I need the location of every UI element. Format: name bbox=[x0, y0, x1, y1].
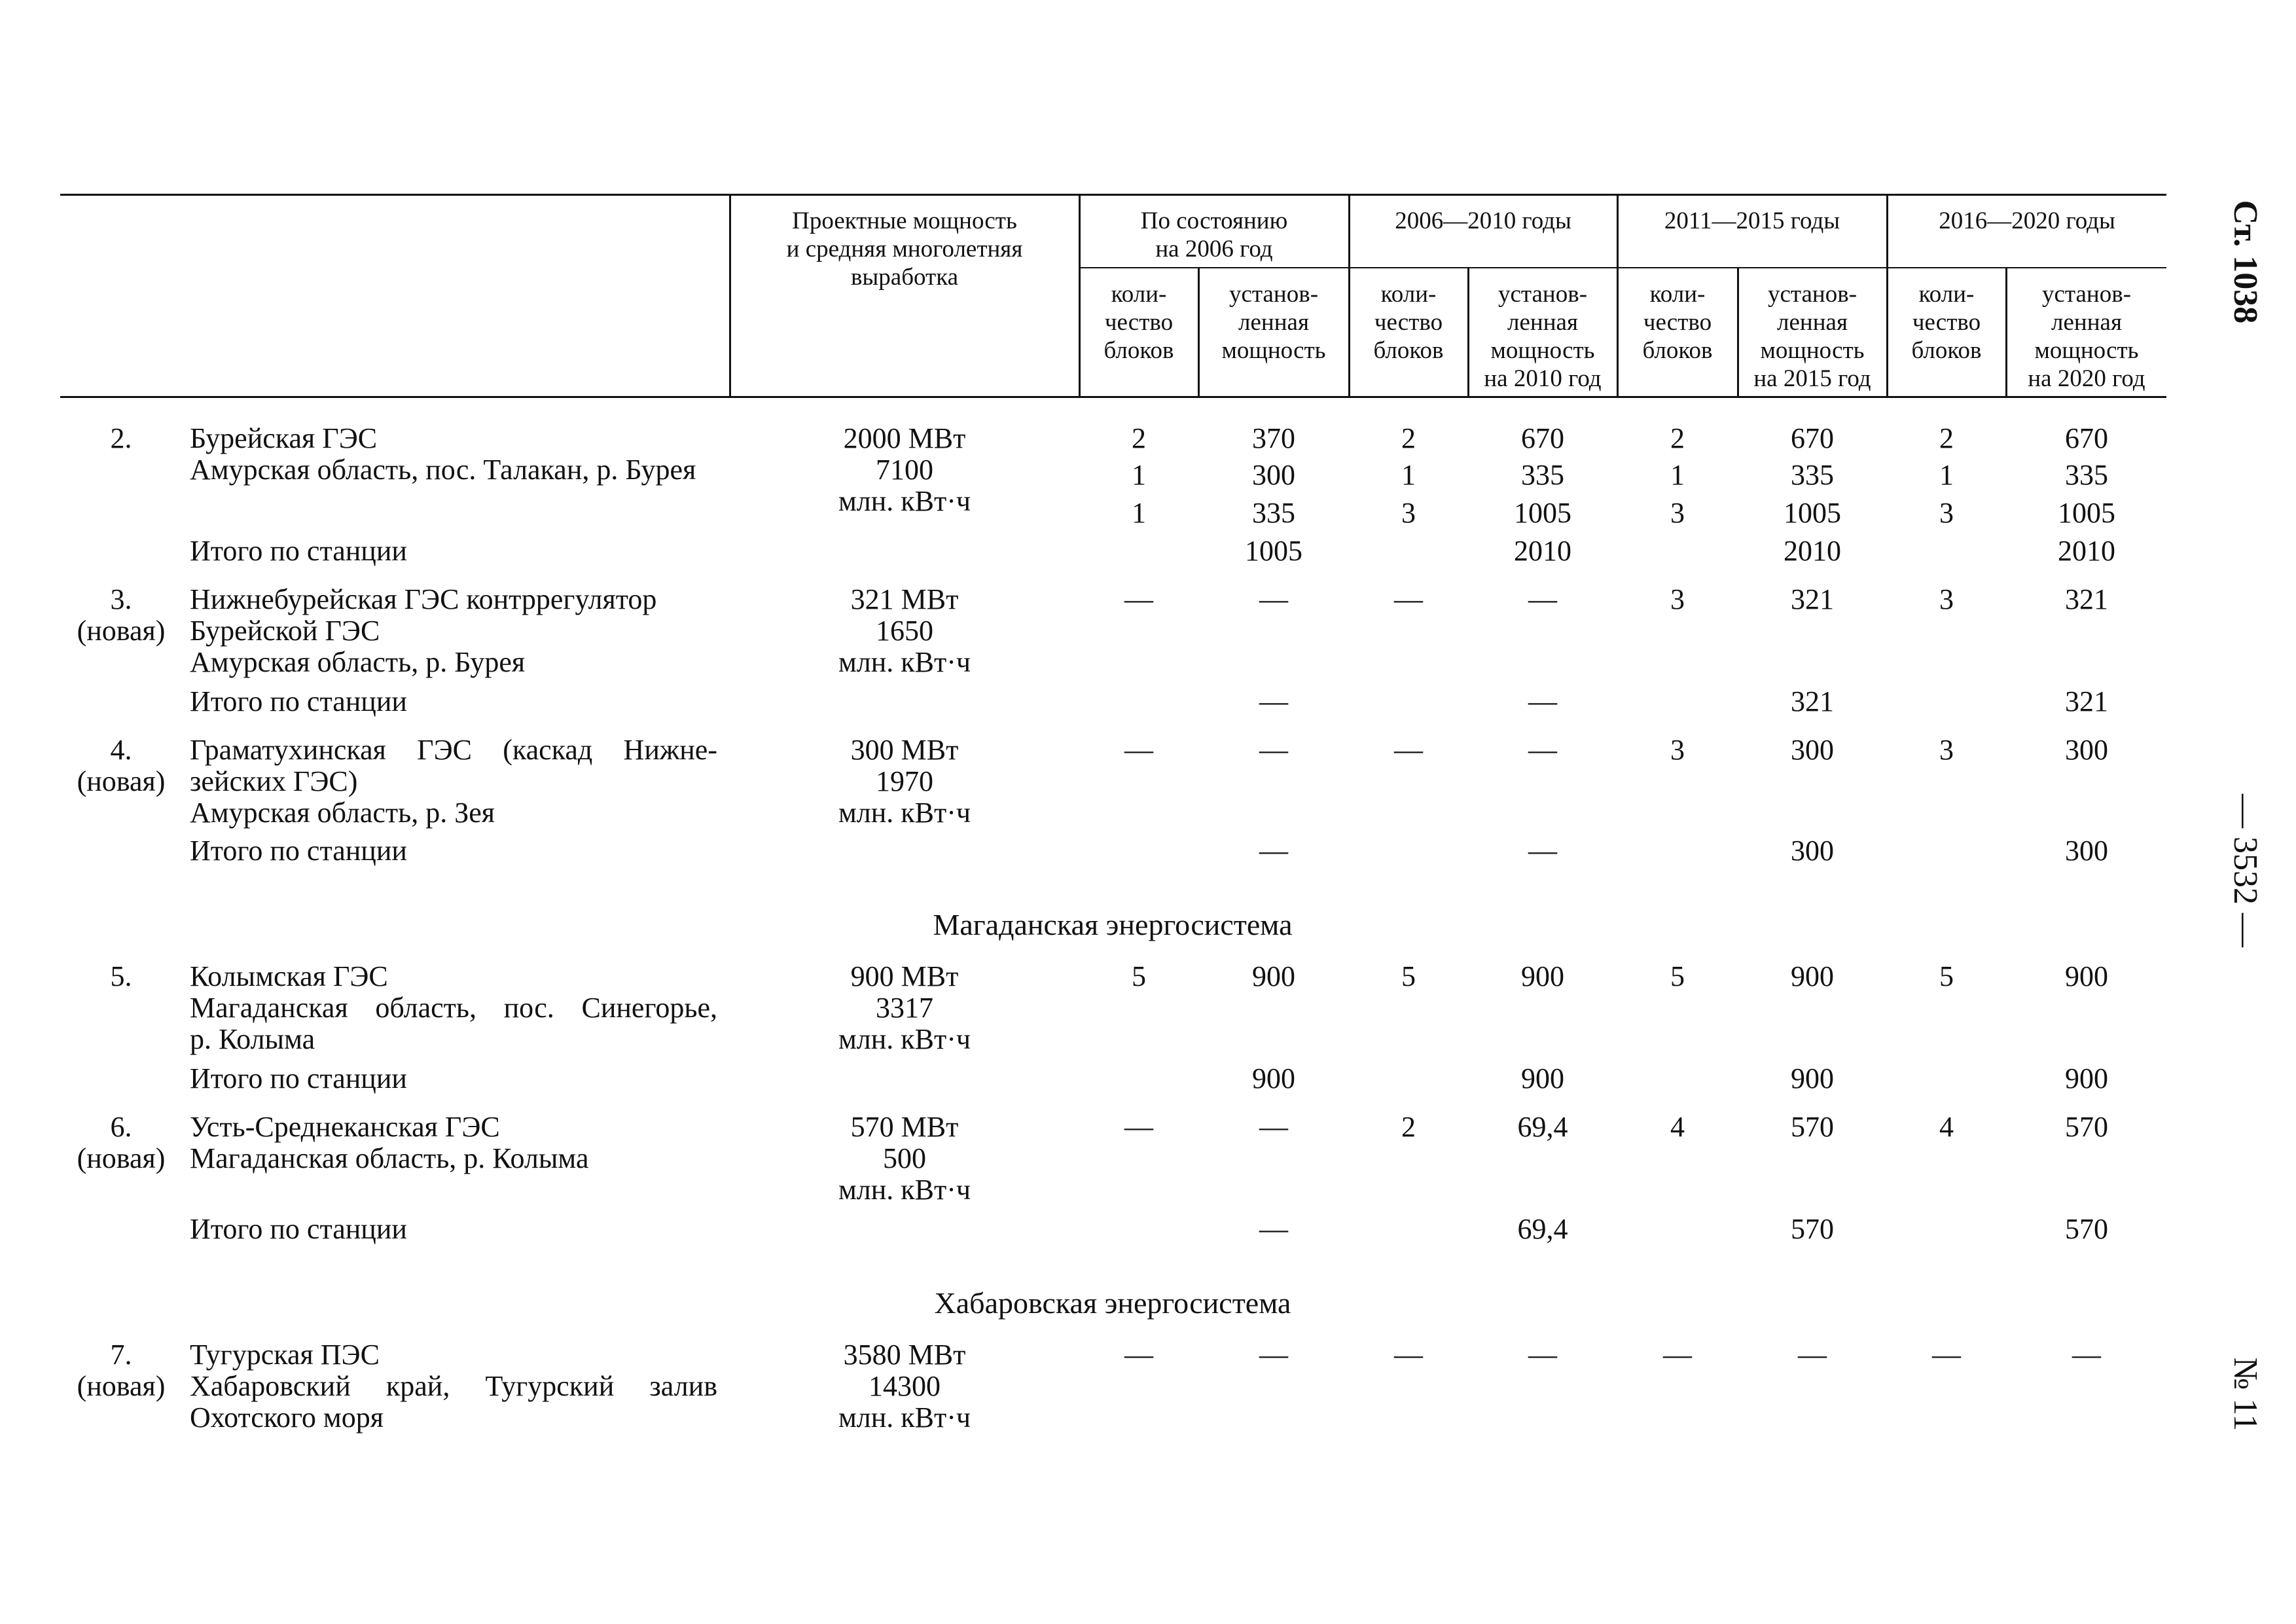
design-output: 1650 bbox=[876, 615, 933, 647]
design-output: 14300 bbox=[869, 1370, 941, 1402]
station-total-label: Итого по станции bbox=[190, 1062, 407, 1094]
total-cell: 69,4 bbox=[1517, 1213, 1568, 1245]
value-cell: — bbox=[1528, 734, 1557, 766]
design-unit: млн. кВт·ч bbox=[838, 797, 971, 829]
header-period-2010: 2006—2010 годы bbox=[1395, 208, 1571, 234]
station-total-label: Итого по станции bbox=[190, 685, 407, 717]
design-output: 500 bbox=[883, 1142, 926, 1174]
design-capacity: 570 МВт bbox=[850, 1111, 959, 1143]
header-design: Проектные мощность и средняя многолетняя выработка bbox=[786, 208, 1023, 291]
value-cell: 335 bbox=[1791, 459, 1834, 491]
value-cell: — bbox=[1663, 1339, 1692, 1371]
value-cell: 5 bbox=[1401, 960, 1416, 992]
value-cell: — bbox=[1124, 1339, 1153, 1371]
design-output: 7100 bbox=[876, 454, 933, 486]
station-location: Хабаровский край, Тугурский залив bbox=[190, 1370, 717, 1402]
new-badge: (новая) bbox=[77, 1142, 166, 1174]
value-cell: 5 bbox=[1132, 960, 1146, 992]
header-power-2015: установ- ленная мощность на 2015 год bbox=[1753, 281, 1871, 392]
value-cell: — bbox=[1394, 734, 1423, 766]
issue-number: № 11 bbox=[2227, 1357, 2264, 1432]
design-unit: млн. кВт·ч bbox=[838, 1401, 971, 1434]
value-cell: 670 bbox=[1791, 422, 1834, 454]
value-cell: 2 bbox=[1401, 1111, 1416, 1143]
value-cell: 900 bbox=[1791, 960, 1834, 992]
value-cell: 300 bbox=[1252, 459, 1295, 491]
value-cell: 3 bbox=[1670, 734, 1685, 766]
header-mid-rule bbox=[1080, 267, 2166, 268]
header-count: коли- чество блоков bbox=[1911, 281, 1982, 364]
header-period-2015: 2011—2015 годы bbox=[1664, 208, 1840, 234]
value-cell: 2 bbox=[1670, 422, 1685, 454]
total-cell: 570 bbox=[2065, 1213, 2108, 1245]
value-cell: — bbox=[2072, 1339, 2101, 1371]
total-cell: 321 bbox=[1791, 685, 1834, 717]
value-cell: 1 bbox=[1132, 497, 1146, 529]
total-cell: — bbox=[1259, 685, 1288, 717]
value-cell: 321 bbox=[2065, 583, 2108, 615]
station-name: Колымская ГЭС bbox=[190, 960, 388, 992]
station-name: Бурейская ГЭС bbox=[190, 422, 378, 454]
page-number: — 3532 — bbox=[2227, 794, 2264, 947]
value-cell: 670 bbox=[2065, 422, 2108, 454]
row-number: 5. bbox=[110, 960, 132, 992]
header-period-2020: 2016—2020 годы bbox=[1939, 208, 2115, 234]
value-cell: — bbox=[1259, 1111, 1288, 1143]
row-number: 4. bbox=[110, 734, 132, 766]
row-number: 7. bbox=[110, 1339, 132, 1371]
value-cell: 900 bbox=[1252, 960, 1295, 992]
value-cell: 2 bbox=[1132, 422, 1146, 454]
station-name-cont: зейских ГЭС) bbox=[190, 765, 358, 797]
value-cell: 5 bbox=[1939, 960, 1954, 992]
total-cell: — bbox=[1528, 835, 1557, 867]
section-heading: Хабаровская энергосистема bbox=[934, 1286, 1291, 1320]
station-location-cont: Охотского моря bbox=[190, 1401, 384, 1434]
row-number: 2. bbox=[110, 422, 132, 454]
header-count: коли- чество блоков bbox=[1642, 281, 1713, 364]
total-cell: 2010 bbox=[1514, 535, 1571, 567]
value-cell: 335 bbox=[1521, 459, 1564, 491]
station-name: Тугурская ПЭС bbox=[190, 1339, 380, 1371]
total-cell: — bbox=[1259, 1213, 1288, 1245]
value-cell: 3 bbox=[1939, 583, 1954, 615]
station-name-cont: Бурейской ГЭС bbox=[190, 615, 380, 647]
header-power: установ- ленная мощность bbox=[1221, 281, 1326, 364]
value-cell: 670 bbox=[1521, 422, 1564, 454]
design-capacity: 900 МВт bbox=[850, 960, 959, 992]
station-total-label: Итого по станции bbox=[190, 535, 407, 567]
design-output: 3317 bbox=[876, 992, 933, 1024]
station-location-cont: р. Колыма bbox=[190, 1023, 315, 1055]
value-cell: 3 bbox=[1401, 497, 1416, 529]
station-total-label: Итого по станции bbox=[190, 1213, 407, 1245]
value-cell: 1005 bbox=[2058, 497, 2115, 529]
station-location: Магаданская область, пос. Синегорье, bbox=[190, 992, 717, 1024]
design-unit: млн. кВт·ч bbox=[838, 1174, 971, 1206]
design-unit: млн. кВт·ч bbox=[838, 1023, 971, 1055]
value-cell: — bbox=[1528, 1339, 1557, 1371]
new-badge: (новая) bbox=[77, 615, 166, 647]
value-cell: — bbox=[1259, 583, 1288, 615]
total-cell: 570 bbox=[1791, 1213, 1834, 1245]
value-cell: — bbox=[1259, 734, 1288, 766]
station-location: Амурская область, р. Зея bbox=[190, 797, 495, 829]
value-cell: 5 bbox=[1670, 960, 1685, 992]
header-count: коли- чество блоков bbox=[1103, 281, 1174, 364]
value-cell: 900 bbox=[1521, 960, 1564, 992]
design-output: 1970 bbox=[876, 765, 933, 797]
value-cell: 900 bbox=[2065, 960, 2108, 992]
section-heading: Магаданская энергосистема bbox=[933, 908, 1293, 941]
total-cell: 300 bbox=[1791, 835, 1834, 867]
station-name: Нижнебурейская ГЭС контррегулятор bbox=[190, 583, 657, 615]
value-cell: 321 bbox=[1791, 583, 1834, 615]
value-cell: — bbox=[1932, 1339, 1961, 1371]
row-number: 3. bbox=[110, 583, 132, 615]
value-cell: 4 bbox=[1939, 1111, 1954, 1143]
header-power-2020: установ- ленная мощность на 2020 год bbox=[2028, 281, 2145, 392]
total-cell: 900 bbox=[1521, 1062, 1564, 1094]
value-cell: 300 bbox=[2065, 734, 2108, 766]
value-cell: 3 bbox=[1939, 734, 1954, 766]
design-unit: млн. кВт·ч bbox=[838, 485, 971, 517]
design-capacity: 321 МВт bbox=[850, 583, 959, 615]
page-label: Ст. 1038 bbox=[2227, 200, 2264, 324]
value-cell: 69,4 bbox=[1517, 1111, 1568, 1143]
total-cell: 1005 bbox=[1245, 535, 1302, 567]
total-cell: 900 bbox=[1791, 1062, 1834, 1094]
station-location: Магаданская область, р. Колыма bbox=[190, 1142, 589, 1174]
design-capacity: 3580 МВт bbox=[843, 1339, 966, 1371]
value-cell: 370 bbox=[1252, 422, 1295, 454]
value-cell: 4 bbox=[1670, 1111, 1685, 1143]
value-cell: 1 bbox=[1132, 459, 1146, 491]
total-cell: — bbox=[1528, 685, 1557, 717]
value-cell: 1 bbox=[1939, 459, 1954, 491]
value-cell: 2 bbox=[1939, 422, 1954, 454]
value-cell: — bbox=[1124, 583, 1153, 615]
value-cell: 300 bbox=[1791, 734, 1834, 766]
value-cell: — bbox=[1394, 1339, 1423, 1371]
new-badge: (новая) bbox=[77, 1370, 166, 1402]
value-cell: 570 bbox=[2065, 1111, 2108, 1143]
value-cell: 335 bbox=[1252, 497, 1295, 529]
design-capacity: 300 МВт bbox=[850, 734, 959, 766]
total-cell: 2010 bbox=[1784, 535, 1841, 567]
value-cell: — bbox=[1528, 583, 1557, 615]
station-name: Усть-Среднеканская ГЭС bbox=[190, 1111, 500, 1143]
header-power-2010: установ- ленная мощность на 2010 год bbox=[1484, 281, 1602, 392]
value-cell: 3 bbox=[1939, 497, 1954, 529]
value-cell: — bbox=[1124, 1111, 1153, 1143]
design-capacity: 2000 МВт bbox=[843, 422, 966, 454]
total-cell: — bbox=[1259, 835, 1288, 867]
value-cell: 570 bbox=[1791, 1111, 1834, 1143]
total-cell: 900 bbox=[1252, 1062, 1295, 1094]
value-cell: — bbox=[1259, 1339, 1288, 1371]
total-cell: 300 bbox=[2065, 835, 2108, 867]
station-total-label: Итого по станции bbox=[190, 835, 407, 867]
total-cell: 900 bbox=[2065, 1062, 2108, 1094]
value-cell: 1005 bbox=[1784, 497, 1841, 529]
new-badge: (новая) bbox=[77, 765, 166, 797]
value-cell: 1005 bbox=[1514, 497, 1571, 529]
header-top-rule bbox=[60, 194, 2166, 196]
total-cell: 2010 bbox=[2058, 535, 2115, 567]
value-cell: — bbox=[1124, 734, 1153, 766]
header-count: коли- чество блоков bbox=[1373, 281, 1444, 364]
station-location: Амурская область, р. Бурея bbox=[190, 646, 526, 678]
design-unit: млн. кВт·ч bbox=[838, 646, 971, 678]
value-cell: — bbox=[1394, 583, 1423, 615]
value-cell: 1 bbox=[1401, 459, 1416, 491]
value-cell: 1 bbox=[1670, 459, 1685, 491]
station-location: Амурская область, пос. Талакан, р. Бурея bbox=[190, 454, 696, 486]
station-name: Граматухинская ГЭС (каскад Нижне- bbox=[190, 734, 717, 766]
value-cell: 3 bbox=[1670, 497, 1685, 529]
header-period-2006: По состоянию на 2006 год bbox=[1140, 208, 1288, 262]
value-cell: — bbox=[1798, 1339, 1827, 1371]
value-cell: 3 bbox=[1670, 583, 1685, 615]
row-number: 6. bbox=[110, 1111, 132, 1143]
header-bottom-rule bbox=[60, 396, 2166, 398]
value-cell: 2 bbox=[1401, 422, 1416, 454]
total-cell: 321 bbox=[2065, 685, 2108, 717]
value-cell: 335 bbox=[2065, 459, 2108, 491]
